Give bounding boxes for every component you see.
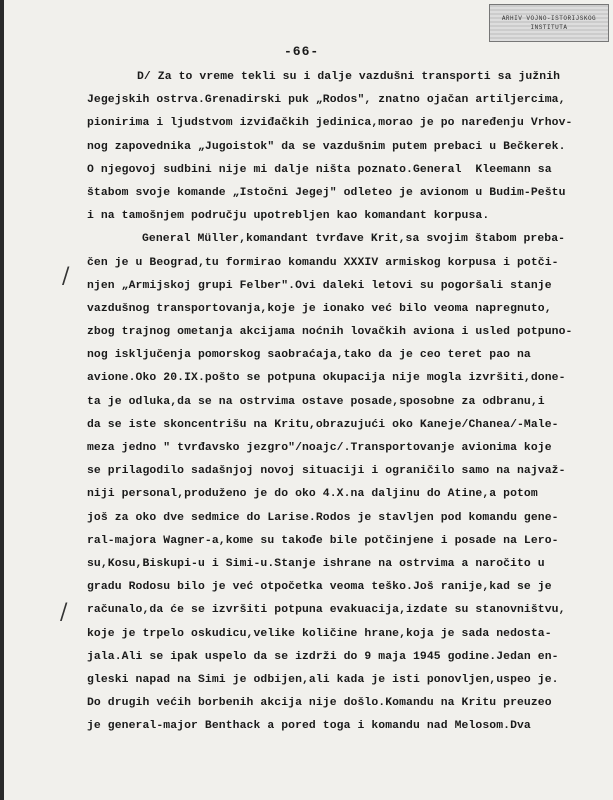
text-line: da se iste skoncentrišu na Kritu,obrazujući oko Kaneje/Chanea/-Male- — [87, 418, 559, 431]
text-line: nog zapovednika „Jugoistok" da se vazdušnim putem prebaci u Bečkerek. — [87, 140, 566, 153]
text-line: Do drugih većih borbenih akcija nije došlo.Komandu na Kritu preuzeo — [87, 697, 552, 710]
text-line: gleski napad na Simi je odbijen,ali kada je isti ponovljen,uspeo je. — [87, 673, 559, 686]
archive-stamp-text: ARHIV VOJNO-ISTORIJSKOG INSTITUTA — [501, 15, 597, 31]
text-line: jala.Ali se ipak uspelo da se izdrži do 9 maja 1945 godine.Jedan en- — [87, 650, 559, 663]
text-line: O njegovoj sudbini nije mi dalje ništa poznato.General Kleemann sa — [87, 163, 552, 176]
text-line: još za oko dve sedmice do Larise.Rodos je stavljen pod komandu gene- — [87, 511, 559, 524]
text-line: su,Kosu,Biskupi-u i Simi-u.Stanje ishrane na ostrvima a naročito u — [87, 557, 545, 570]
text-line: ta je odluka,da se na ostrvima ostave posade,sposobne za odbranu,i — [87, 395, 545, 408]
archive-stamp — [489, 4, 609, 42]
text-line: General Müller,komandant tvrđave Krit,sa svojim štabom preba- — [142, 233, 566, 246]
scan-edge — [0, 0, 4, 800]
text-line: ral-majora Wagner-a,kome su takođe bile potčinjene i posade na Lero- — [87, 534, 559, 547]
text-line: štabom svoje komande „Istočni Jegej" odleteo je avionom u Budim-Peštu — [87, 186, 566, 199]
text-line: računalo,da će se izvršiti potpuna evakuacija,izdate su stanovništvu, — [87, 604, 566, 617]
text-line: pionirima i ljudstvom izviđačkih jedinica,morao je po naređenju Vrhov- — [87, 117, 573, 130]
text-line: meza jedno " tvrđavsko jezgro"/noajc/.Transportovanje avionima koje — [87, 442, 552, 454]
text-line: vazdušnog transportovanja,koje je ionako već bilo veoma napregnuto, — [87, 302, 552, 315]
text-line: niji personal,produženo je do oko 4.X.na daljinu do Atine,a potom — [87, 488, 538, 501]
text-line: njen „Armijskoj grupi Felber".Ovi daleki letovi su pogoršali stanje — [87, 279, 552, 292]
text-line: nog isključenja pomorskog saobraćaja,tako da je ceo teret pao na — [87, 349, 531, 362]
margin-mark: / — [60, 600, 68, 625]
text-line: je general-major Benthack a pored toga i komandu nad Melosom.Dva — [87, 720, 531, 733]
text-line: Jegejskih ostrva.Grenadirski puk „Rodos", znatno ojačan artiljercima, — [87, 94, 566, 107]
text-line: se prilagodilo sadašnjoj novoj situaciji i ograničilo samo na najvaž- — [87, 465, 566, 478]
text-line: zbog trajnog ometanja akcijama noćnih lovačkih aviona i usled potpuno- — [87, 326, 573, 339]
body-text — [87, 66, 605, 738]
page-number: -66- — [284, 44, 320, 59]
text-line: i na tamošnjem području upotrebljen kao komandant korpusa. — [87, 210, 490, 223]
text-line: D/ Za to vreme tekli su i dalje vazdušni transporti sa južnih — [137, 71, 561, 83]
text-line: koje je trpelo oskudicu,velike količine hrane,koja je sada nedosta- — [87, 627, 552, 640]
text-line: čen je u Beograd,tu formirao komandu XXXIV armiskog korpusa i potči- — [87, 256, 559, 269]
margin-mark: / — [62, 264, 70, 289]
text-line: gradu Rodosu bilo je već otpočetka veoma teško.Još ranije,kad se je — [87, 581, 552, 594]
text-line: avione.Oko 20.IX.pošto se potpuna okupacija nije mogla izvršiti,done- — [87, 372, 566, 385]
